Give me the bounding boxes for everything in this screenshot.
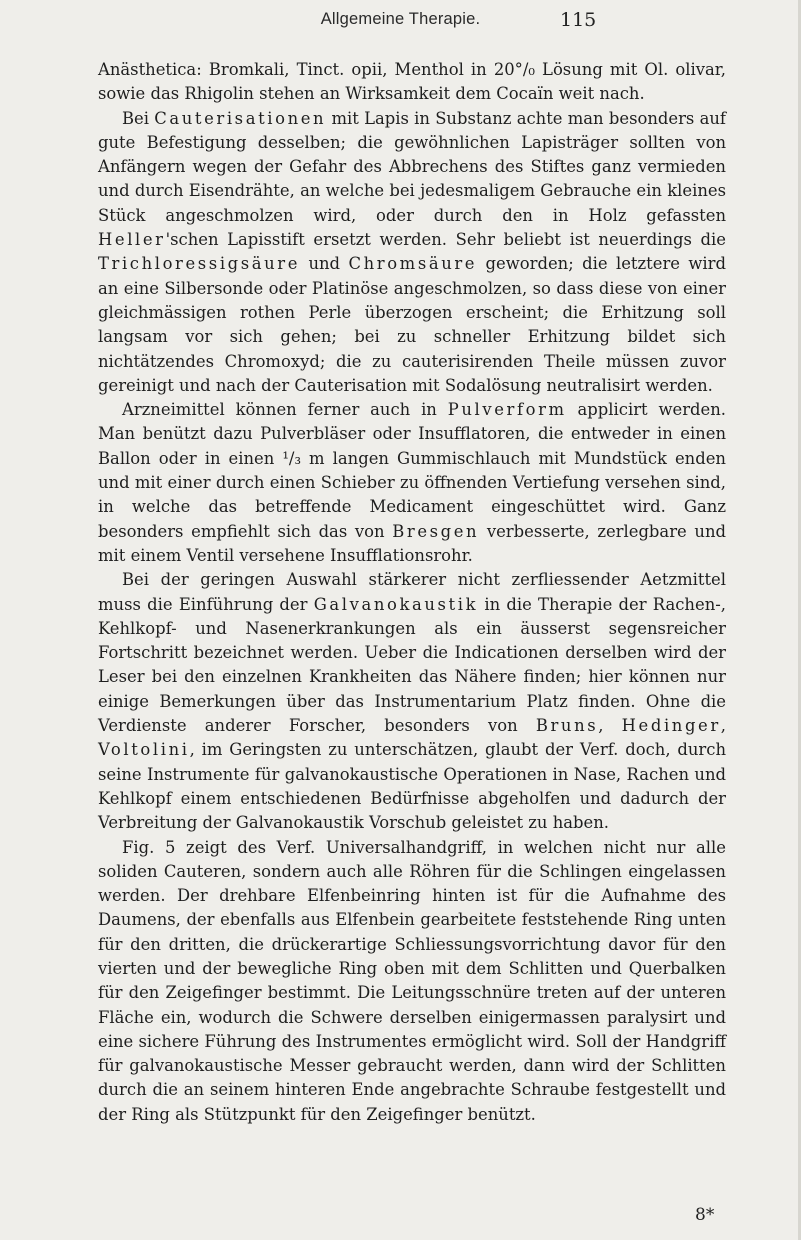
paragraph-galvanokaustik — [98, 568, 726, 835]
running-title: Allgemeine Therapie. — [320, 10, 481, 28]
emphasis-term: Chromsäure — [348, 254, 478, 274]
text-run: mit Lapis in Substanz achte man besonders auf gute Befestigung desselben; die gewöhnlichen Lapisträger sollten von Anfängern wegen der Gefahr des Abbrechens des Stiftes ganz vermieden und durch Eisendrähte, an welche bei jedesmaligem Gebrauche ein kleines Stück angeschmolzen wird, oder durch den in Holz gefassten — [98, 108, 726, 225]
text-run: Arzneimittel können ferner auch in — [122, 400, 448, 420]
emphasis-term: Cauterisationen — [154, 108, 327, 128]
text-run: , — [598, 716, 622, 736]
paragraph-cauterisation — [98, 107, 726, 399]
emphasis-name: Hedinger — [621, 716, 721, 736]
text-run: in die Therapie der Rachen-, Kehlkopf- und Nasenerkrankungen als ein äusserst segensreicher Fortschritt bezeichnet werden. Ueber die Indicationen derselben wird der Leser bei den einzelnen Krankheiten das Nähere finden; hier können nur einige Bemerkungen über das Instrumentarium Platz finden. Ohne die Verdienste anderer Forscher, besonders von — [98, 594, 726, 736]
text-run: Bei der geringen Auswahl stärkerer nicht zerfliessender Aetzmittel muss die Einführung der — [98, 570, 726, 614]
emphasis-name: Bresgen — [392, 521, 480, 541]
text-run: 'schen Lapisstift ersetzt werden. Sehr beliebt ist neuerdings die — [165, 230, 726, 250]
text-run: Anästhetica: Bromkali, Tinct. opii, Menthol in 20°/₀ Lösung mit Ol. olivar, sowie das Rhigolin stehen an Wirksamkeit dem Cocaïn weit nach. — [98, 60, 726, 104]
paragraph-universalhandgriff — [98, 836, 726, 1128]
text-run: Fig. 5 zeigt des Verf. Universalhandgriff, in welchen nicht nur alle soliden Cauteren, sondern auch alle Röhren für die Schlingen eingelassen werden. Der drehbare Elfenbeinring hinten ist für die Aufnahme des Daumens, der ebenfalls aus Elfenbein gearbeitete feststehende Ring unten für den dritten, die drückerartige Schliessungsvorrichtung davor für den vierten und der bewegliche Ring oben mit dem Schlitten und Querbalken für den Zeigefinger bestimmt. Die Leitungsschnüre treten auf der unteren Fläche ein, wodurch die Schwere derselben einigermassen paralysirt und eine sichere Führung des Instrumentes ermöglicht wird. Soll der Handgriff für galvanokaustische Messer gebraucht werden, dann wird der Schlitten durch die an seinem hinteren Ende angebrachte Schraube festgestellt und der Ring als Stützpunkt für den Zeigefinger benützt. — [98, 837, 726, 1124]
text-run: Bei — [122, 108, 155, 128]
text-run: , — [720, 716, 726, 736]
signature-mark: 8* — [695, 1205, 715, 1225]
emphasis-name: Heller — [98, 230, 166, 250]
paragraph-anaesthetica — [98, 58, 726, 107]
emphasis-term: Trichloressigsäure — [98, 254, 301, 274]
page-number: 115 — [560, 9, 597, 31]
emphasis-term: Pulverform — [447, 400, 567, 420]
page-header — [0, 10, 801, 36]
text-run: geworden; die letztere wird an eine Silbersonde oder Platinöse angeschmolzen, so dass diese von einer gleichmässigen rothen Perle überzogen erscheint; die Erhitzung soll langsam vor sich gehen; bei zu schneller Erhitzung bildet sich nichtätzendes Chromoxyd; die zu cauterisirenden Theile müssen zuvor gereinigt und nach der Cauterisation mit Sodalösung neutralisirt werden. — [98, 254, 726, 395]
text-run: und — [300, 254, 349, 274]
text-run: verbesserte, zerlegbare und mit einem Ventil versehene Insufflationsrohr. — [98, 521, 726, 565]
emphasis-term: Galvanokaustik — [313, 594, 479, 614]
text-run: , im Geringsten zu unterschätzen, glaubt der Verf. doch, durch seine Instrumente für galvanokaustische Operationen in Nase, Rachen und Kehlkopf einem entschiedenen Bedürfnisse abgeholfen und dadurch der Verbreitung der Galvanokaustik Vorschub geleistet zu haben. — [98, 740, 726, 833]
paragraph-pulverform — [98, 398, 726, 568]
text-run: applicirt werden. Man benützt dazu Pulverbläser oder Insufflatoren, die entweder in einen Ballon oder in einen ¹/₃ m langen Gummischlauch mit Mundstück enden und mit einer durch einen Schieber zu öffnenden Vertiefung versehen sind, in welche das betreffende Medicament eingeschüttet wird. Ganz besonders empfiehlt sich das von — [98, 400, 726, 541]
emphasis-name: Bruns — [535, 716, 599, 736]
body-text — [98, 58, 726, 1127]
emphasis-name: Voltolini — [98, 740, 190, 760]
